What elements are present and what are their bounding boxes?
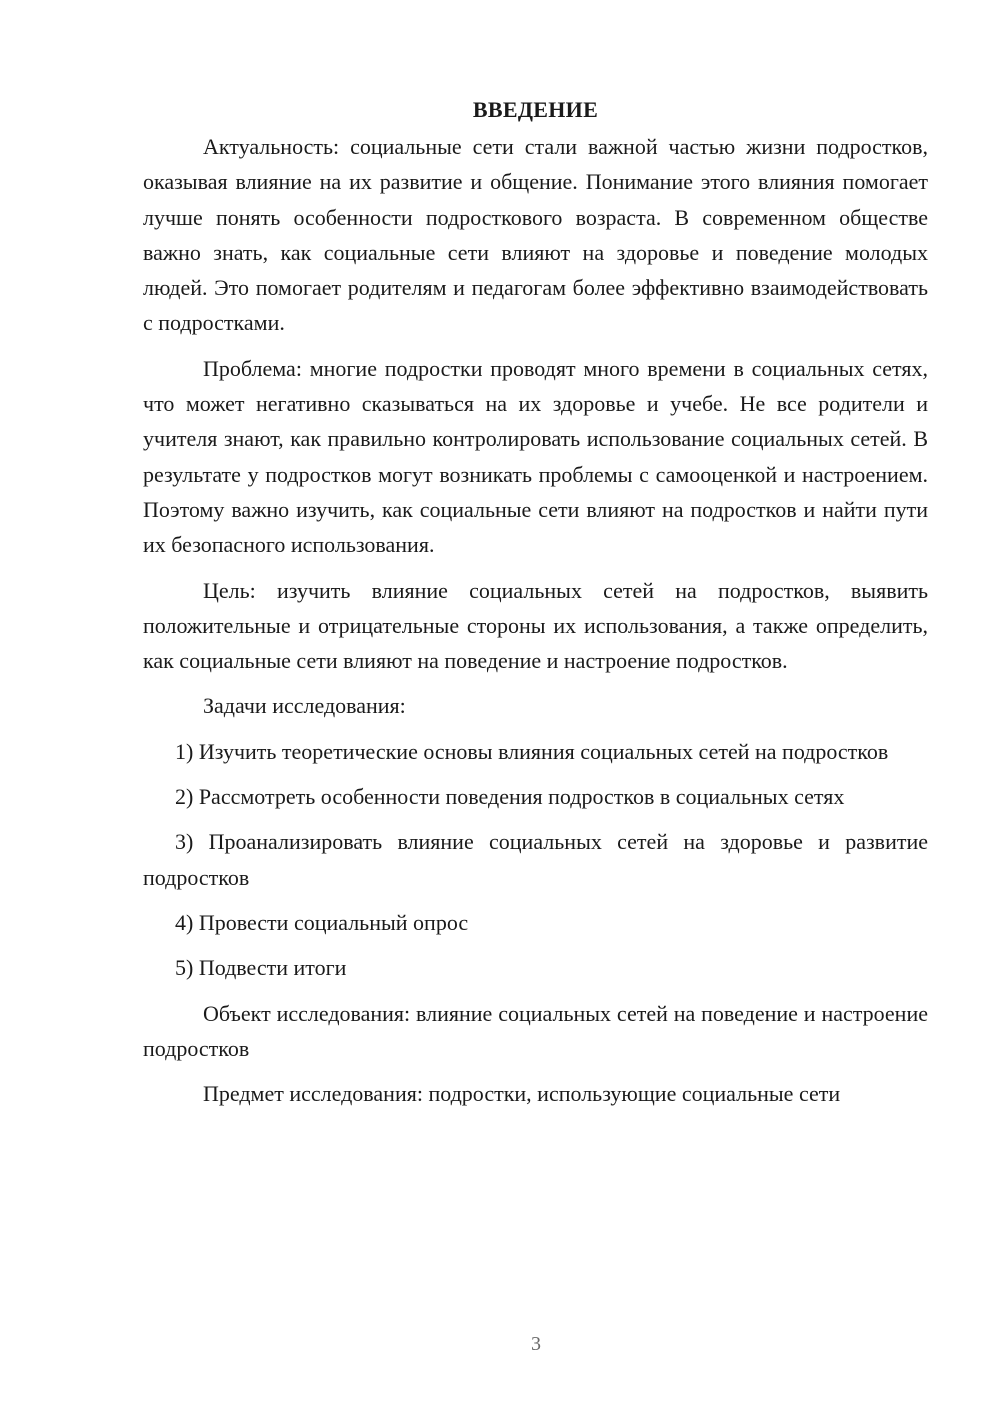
task-item: 5) Подвести итоги [175,955,347,981]
document-page [143,92,928,1121]
tasks-heading: Задачи исследования: [203,693,406,719]
task-item: 2) Рассмотреть особенности поведения подростков в социальных сетях [175,784,845,810]
task-item: 4) Провести социальный опрос [175,909,469,935]
task-item: 3) Проанализировать влияние социальных сетей на здоровье и развитие подростков [143,829,928,890]
paragraph-subject: Предмет исследования: подростки, использующие социальные сети [203,1081,841,1107]
paragraph-goal: Цель: изучить влияние социальных сетей на подростков, выявить положительные и отрицательные стороны их использования, а также определить, как социальные сети влияют на поведение и настроение подростков. [143,577,928,674]
paragraph-relevance: Актуальность: социальные сети стали важной частью жизни подростков, оказывая влияние на их развитие и общение. Понимание этого влияния помогает лучше понять особенности подросткового возраста. В современном обществе важно знать, как социальные сети влияют на здоровье и поведение молодых людей. Это помогает родителям и педагогам более эффективно взаимодействовать с подростками. [143,134,928,336]
page-number: 3 [531,1333,541,1355]
paragraph-object: Объект исследования: влияние социальных сетей на поведение и настроение подростков [143,1000,928,1061]
task-item: 1) Изучить теоретические основы влияния социальных сетей на подростков [175,738,889,764]
paragraph-problem: Проблема: многие подростки проводят много времени в социальных сетях, что может негативно сказываться на их здоровье и учебе. Не все родители и учителя знают, как правильно контролировать использование социальных сетей. В результате у подростков могут возникать проблемы с самооценкой и настроением. Поэтому важно изучить, как социальные сети влияют на подростков и найти пути их безопасного использования. [143,355,928,558]
section-title: ВВЕДЕНИЕ [472,97,599,122]
